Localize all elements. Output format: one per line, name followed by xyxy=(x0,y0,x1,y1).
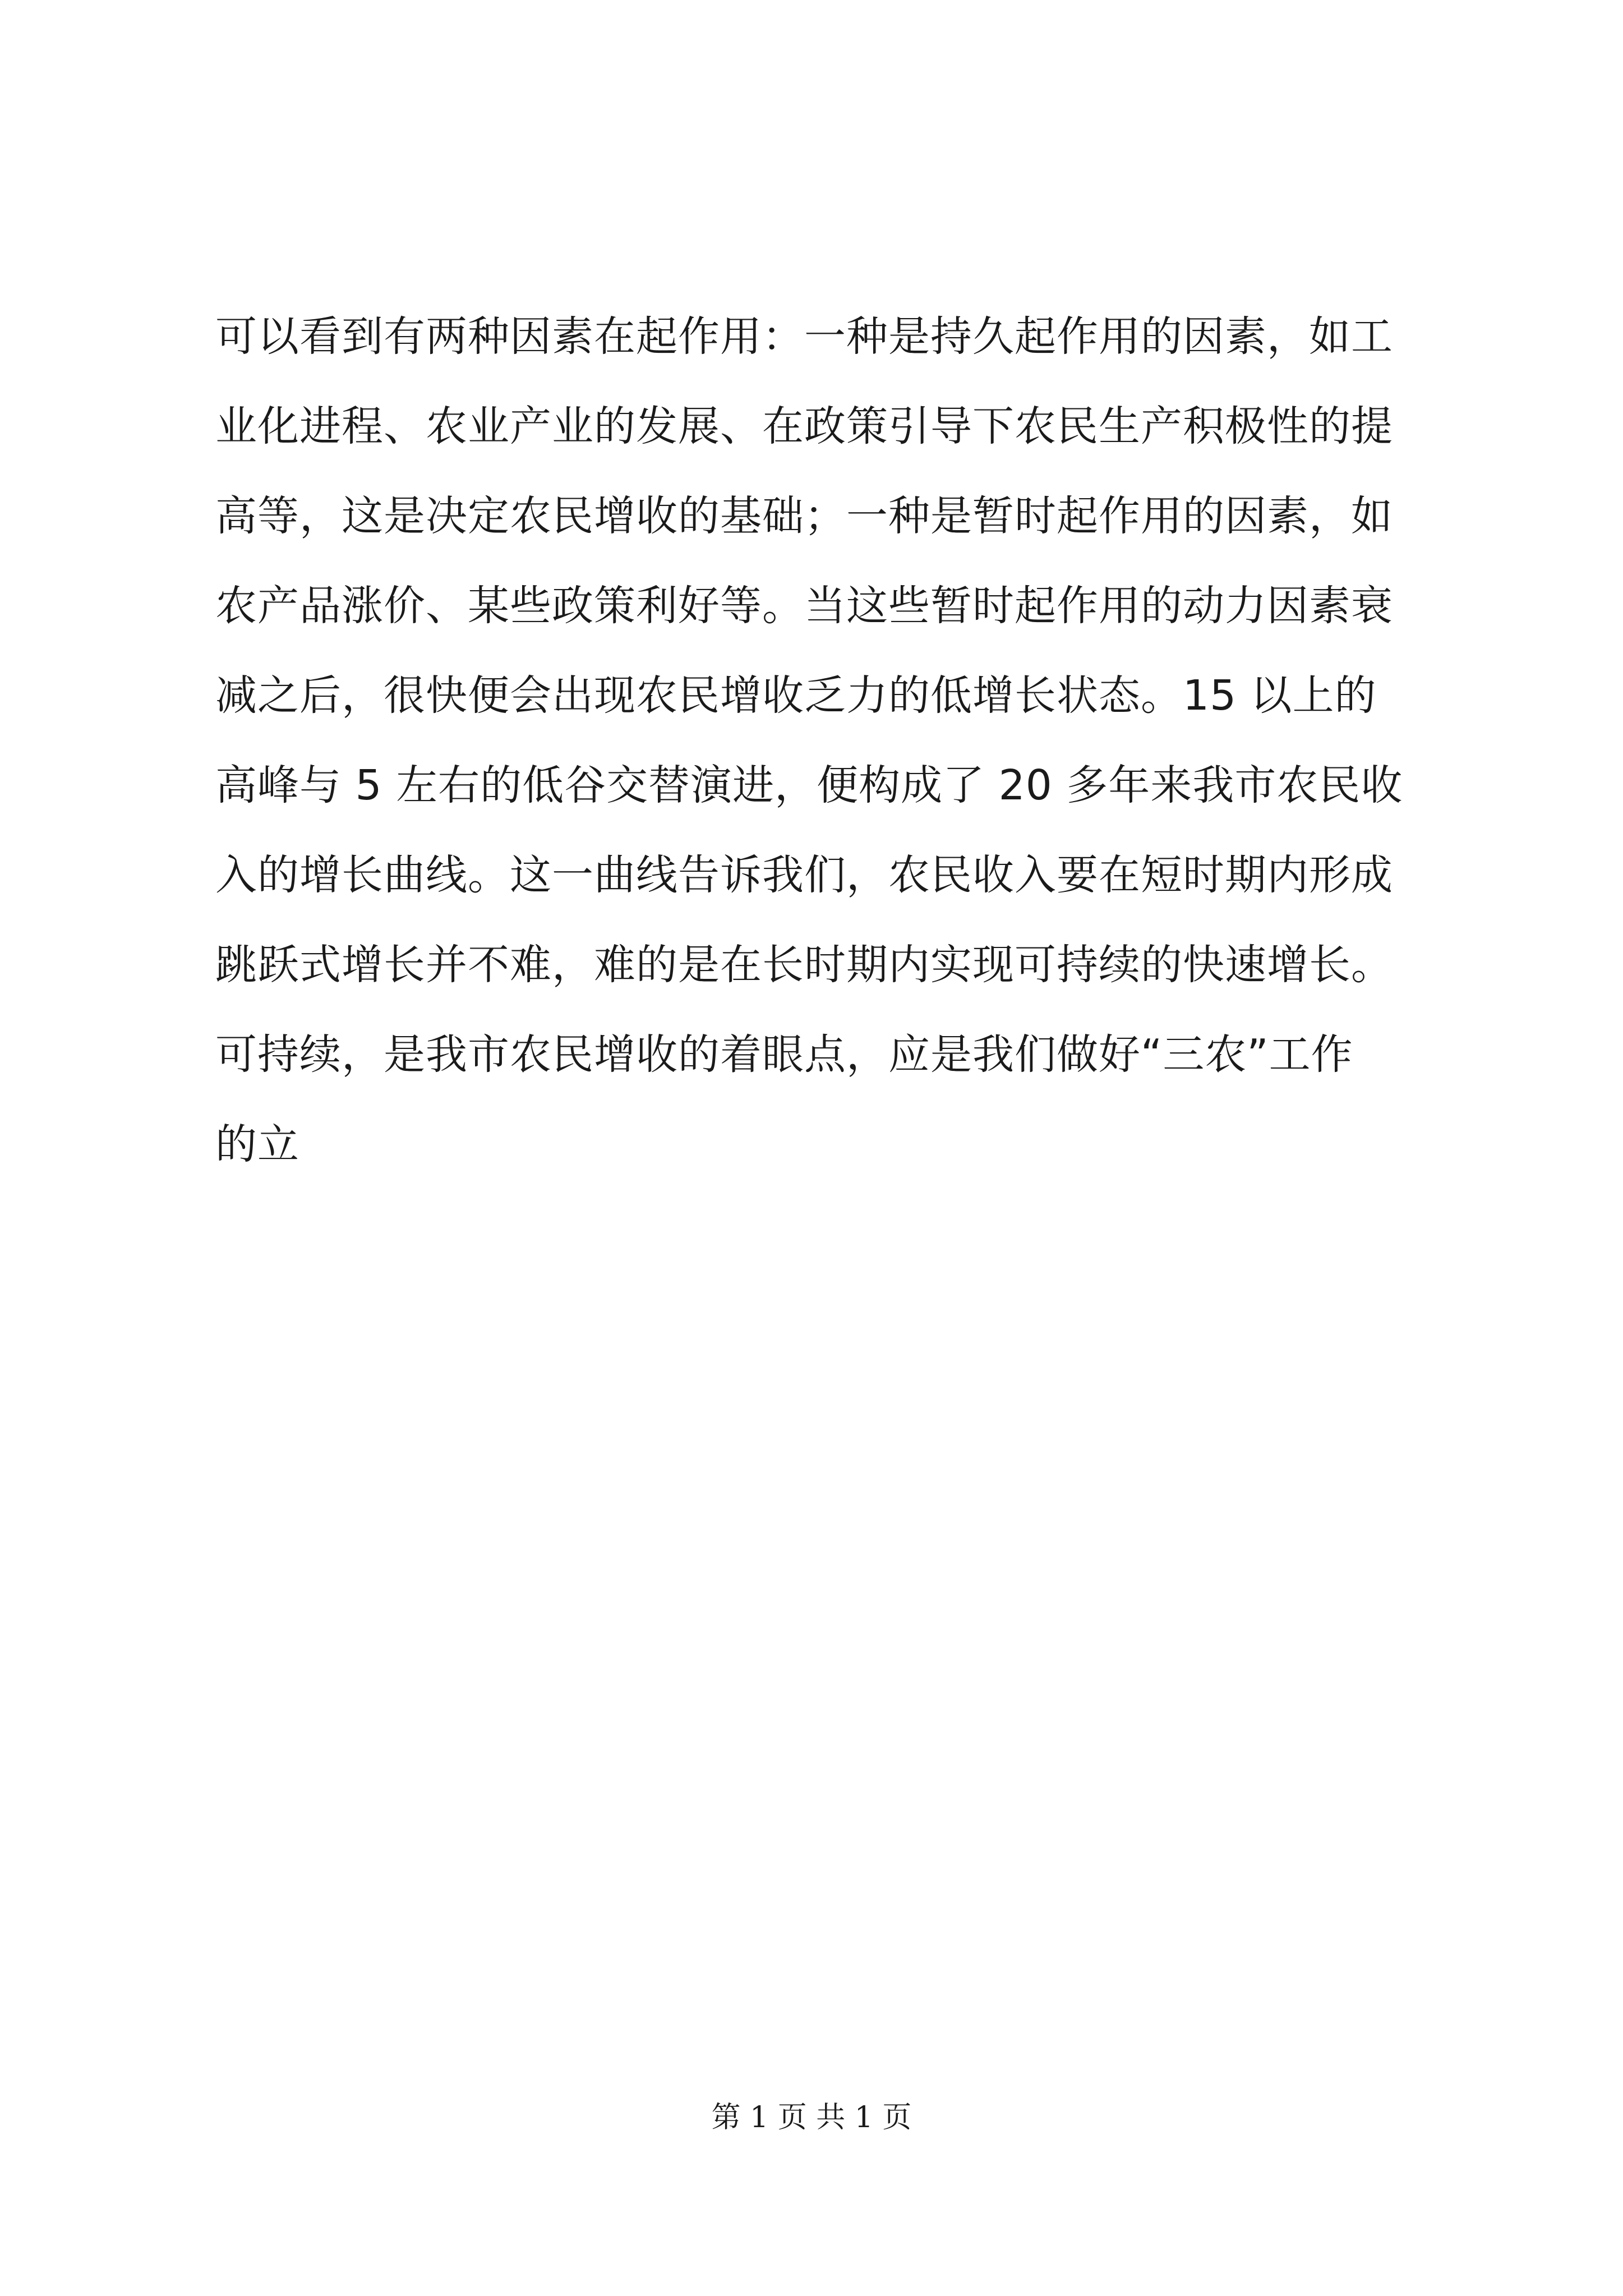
text-line: 减之后，很快便会出现农民增收乏力的低增长状态。15 以上的 xyxy=(215,671,1377,720)
page-footer: 第 1 页 共 1 页 xyxy=(711,2101,912,2134)
text-line: 高峰与 5 左右的低谷交替演进，便构成了 20 多年来我市农民收 xyxy=(215,761,1403,809)
text-line: 可以看到有两种因素在起作用：一种是持久起作用的因素，如工 xyxy=(215,312,1393,361)
text-line: 入的增长曲线。这一曲线告诉我们，农民收入要在短时期内形成 xyxy=(215,851,1393,899)
text-line: 跳跃式增长并不难，难的是在长时期内实现可持续的快速增长。 xyxy=(215,941,1393,989)
text-line: 可持续，是我市农民增收的着眼点，应是我们做好“三农”工作 xyxy=(215,1030,1353,1079)
text-line: 农产品涨价、某些政策利好等。当这些暂时起作用的动力因素衰 xyxy=(215,582,1393,630)
text-line: 的立 xyxy=(215,1120,299,1168)
text-line: 高等，这是决定农民增收的基础；一种是暂时起作用的因素，如 xyxy=(215,492,1393,540)
text-line: 业化进程、农业产业的发展、在政策引导下农民生产积极性的提 xyxy=(215,402,1393,450)
